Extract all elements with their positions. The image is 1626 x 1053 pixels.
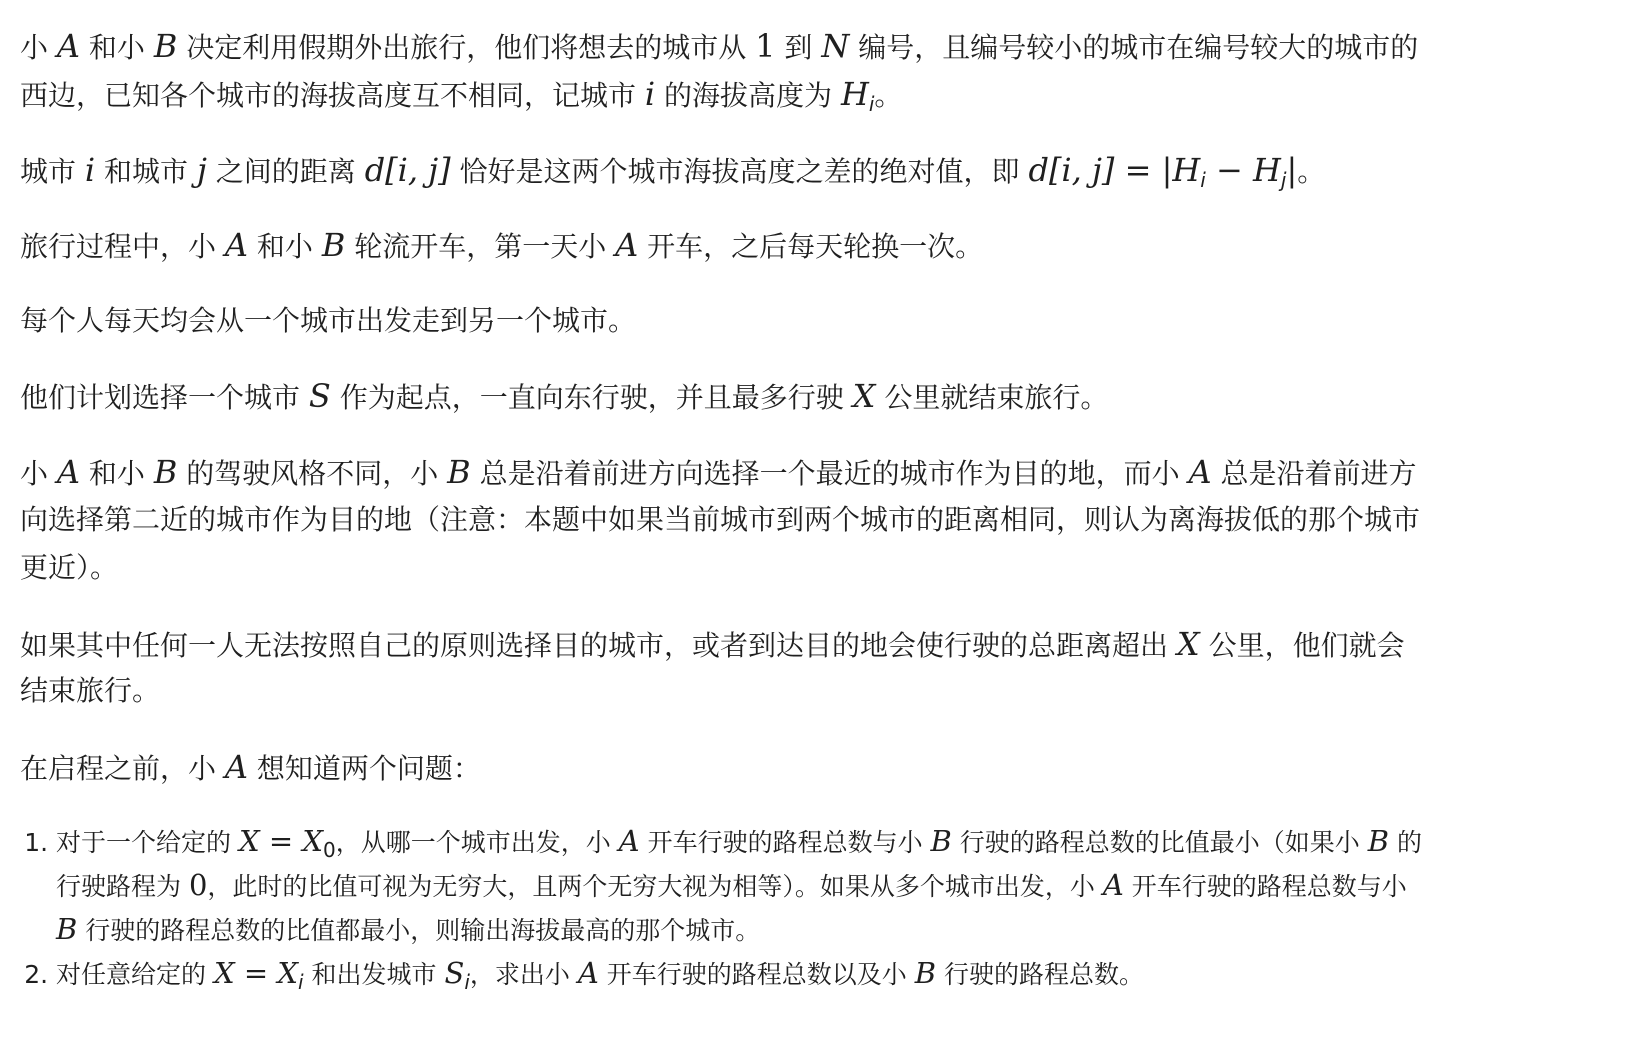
text: 恰好是这两个城市海拔高度之差的绝对值，即 [450,155,1029,188]
math-var: A [224,226,249,264]
math-var: A [618,824,640,858]
math-number: 0 [188,868,208,902]
paragraph-driving-style-line3 [20,544,1560,592]
math-var: A [615,226,639,264]
math-var: i [644,75,656,113]
questions-list [28,820,1536,996]
math-var: B [56,912,78,946]
text: 行驶的路程总数。 [936,960,1144,989]
math-var: B [321,226,346,264]
math-subscript: i [868,92,875,116]
paragraph-driving-style [20,448,1560,498]
text: 城市 [20,155,85,188]
text: 开车行驶的路程总数与小 [639,828,931,857]
question-line [56,908,1536,952]
text: 总是沿着前进方向选择一个最近的城市作为目的地，而小 [470,457,1189,490]
math-subscript: i [297,970,304,994]
math-var: N [821,27,850,65]
math-var: A [56,27,81,65]
text: 轮流开车，第一天小 [345,230,616,263]
text: 总是沿着前进方 [1211,457,1417,490]
text: 的驾驶风格不同，小 [177,457,448,490]
math-var: i [84,151,96,189]
math-var: X [852,377,876,415]
math-var: A [224,748,249,786]
text: 决定利用假期外出旅行，他们将想去的城市从 [177,31,756,64]
text: 行驶的路程总数的比值都最小，则输出海拔最高的那个城市。 [77,916,761,945]
math-var: H [840,75,869,113]
math-var: B [1367,824,1390,858]
paragraph-end-condition [20,620,1560,670]
math-number: 1 [755,27,776,65]
math-expr: − H [1205,151,1281,189]
paragraph-driving-style-line2 [20,496,1560,544]
text: 和小 [248,230,322,263]
text: 更近）。 [20,551,119,584]
text: 每个人每天均会从一个城市出发走到另一个城市。 [20,304,637,337]
text: ，从哪一个城市出发，小 [335,828,619,857]
question-line [56,952,1536,996]
math-expr: | [1286,151,1298,189]
text: 作为起点，一直向东行驶，并且最多行驶 [330,381,853,414]
math-subscript: i [464,970,470,994]
question-line [56,820,1536,864]
math-subscript: i [1200,168,1206,192]
math-var: B [153,27,178,65]
text: 行驶路程为 [56,872,189,901]
text: 和小 [80,31,154,64]
text: 想知道两个问题： [248,752,481,785]
text: ，求出小 [469,960,578,989]
paragraph-start-city [20,372,1560,422]
math-expr: X = X [213,956,298,990]
list-item-question-1 [56,820,1536,952]
math-subscript: j [1280,168,1287,192]
math-var: j [196,151,207,189]
text: 和出发城市 [303,960,445,989]
text: 。 [874,79,903,112]
paragraph-cities-intro-line2 [20,70,1560,120]
math-var: S [444,956,465,990]
text: 开车行驶的路程总数与小 [1123,872,1407,901]
text: 在启程之前，小 [20,752,225,785]
text: ，此时的比值可视为无穷大，且两个无穷大视为相等）。如果从多个城市出发，小 [207,872,1103,901]
text: 编号，且编号较小的城市在编号较大的城市的 [849,31,1419,64]
text: 他们计划选择一个城市 [20,381,309,414]
math-var: A [577,956,599,990]
question-line [56,864,1536,908]
text: 行驶的路程总数的比值最小（如果小 [951,828,1368,857]
text: 公里就结束旅行。 [875,381,1109,414]
text: 开车，之后每天轮换一次。 [638,230,984,263]
math-var: S [308,377,331,415]
paragraph-distance [20,146,1560,196]
math-expr: X = X [238,824,323,858]
text: 向选择第二近的城市作为目的地（注意：本题中如果当前城市到两个城市的距离相同，则认为离海拔低的那个城市 [20,503,1421,536]
math-var: A [1188,453,1212,491]
text: 西边，已知各个城市的海拔高度互不相同，记城市 [20,79,645,112]
text: 旅行过程中，小 [20,230,225,263]
text: 之间的距离 [206,155,365,188]
text: 到 [775,31,822,64]
text: 对任意给定的 [56,960,214,989]
text: 小 [20,31,57,64]
text: 如果其中任何一人无法按照自己的原则选择目的城市，或者到达目的地会使行驶的总距离超出 [20,629,1177,662]
paragraph-driving-turns [20,221,1560,271]
math-expr: d[i, j] [364,151,451,189]
text: 小 [20,457,57,490]
text: 结束旅行。 [20,674,161,707]
math-var: B [153,453,178,491]
math-var: B [447,453,471,491]
text: 开车行驶的路程总数以及小 [598,960,915,989]
math-expr: d[i, j] = |H [1028,151,1201,189]
text: 。 [1297,155,1326,188]
paragraph-end-condition-line2 [20,667,1560,715]
text: 和城市 [95,155,197,188]
text: 公里，他们就会 [1199,629,1405,662]
list-item-question-2 [56,952,1536,996]
paragraph-cities-intro [20,22,1560,72]
paragraph-daily-travel [20,297,1560,345]
math-var: B [930,824,952,858]
text: 对于一个给定的 [56,828,239,857]
math-subscript: 0 [322,838,336,862]
text: 的 [1389,828,1423,857]
math-var: A [56,453,81,491]
math-var: X [1176,625,1200,663]
math-var: A [1102,868,1124,902]
math-var: B [914,956,937,990]
paragraph-questions-intro [20,743,1560,793]
text: 和小 [80,457,154,490]
text: 的海拔高度为 [655,79,841,112]
